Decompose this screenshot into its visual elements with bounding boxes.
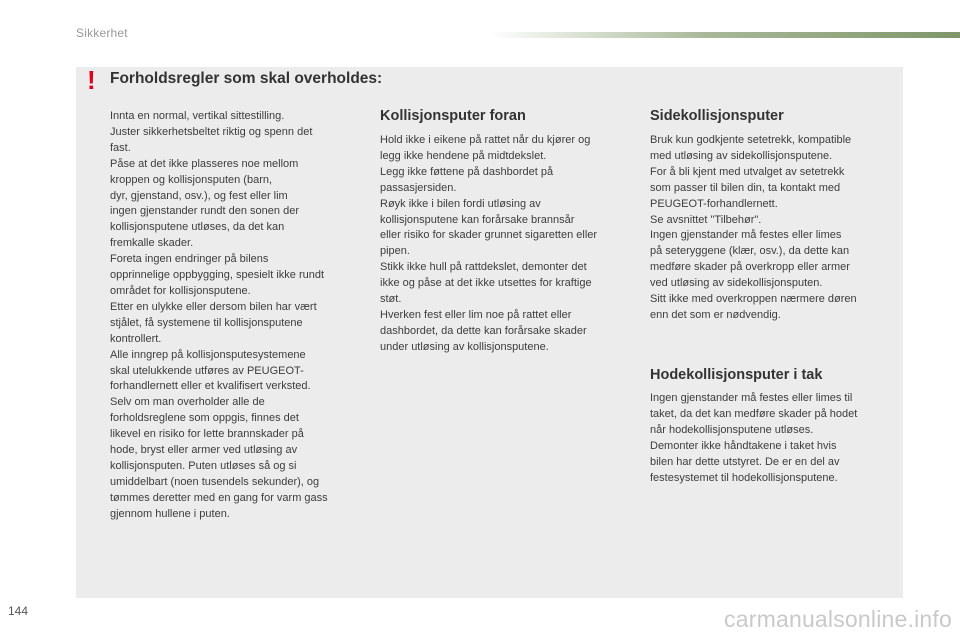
side-airbags-heading: Sidekollisjonsputer	[650, 108, 784, 124]
section-label: Sikkerhet	[76, 26, 128, 40]
panel-title: Forholdsregler som skal overholdes:	[110, 70, 383, 87]
watermark: carmanualsonline.info	[724, 606, 952, 632]
intro-text: Innta en normal, vertikal sittestilling. Juster sikkerhetsbeltet riktig og spenn det fast. Påse at det ikke plasseres noe mellom kroppen og kollisjonsputen (barn, dyr, gjenstand, osv.), og fest eller lim ingen gjenstander rundt den sonen der kollisjonsputene utløses, da det kan fremkalle skader. Foreta ingen endringer på bilens opprinnelige oppbygging, spesielt ikke rundt området for kollisjonsputene. Etter en ulykke eller dersom bilen har vært stjålet, få systemene til kollisjonsputene kontrollert. Alle inngrep på kollisjonsputesystemene skal utelukkende utføres av PEUGEOT- forhandlernett eller et kvalifisert verksted. Selv om man overholder alle de forholdsreglene som oppgis, finnes det likevel en risiko for lette brannskader på hode, bryst eller armer ved utløsing av kollisjonsputen. Puten utløses så og si umiddelbart (noen tusendels sekunder), og tømmes deretter med en gang for varm gass gjennom hullene i puten.	[110, 110, 328, 520]
header-accent-bar	[490, 32, 960, 38]
exclamation-icon: !	[87, 65, 96, 95]
side-airbags-text: Bruk kun godkjente setetrekk, kompatible med utløsing av sidekollisjonsputene. For å bli kjent med utvalget av setetrekk som passer til bilen din, ta kontakt med PEUGEOT-forhandlernett. Se avsnittet "Tilbehør". Ingen gjenstander må festes eller limes på seteryggene (klær, osv.), da dette kan medføre skader på overkropp eller armer ved utløsing av sidekollisjonsputen. Sitt ikke med overkroppen nærmere døren enn det som er nødvendig.	[650, 134, 857, 321]
front-airbags-heading: Kollisjonsputer foran	[380, 108, 526, 124]
front-airbags-text: Hold ikke i eikene på rattet når du kjører og legg ikke hendene på midtdekslet. Legg ikke føttene på dashbordet på passasjersiden. Røyk ikke i bilen fordi utløsing av kollisjonsputene kan forårsake brannsår eller risiko for skader grunnet sigaretten eller pipen. Stikk ikke hull på rattdekslet, demonter det ikke og påse at det ikke utsettes for kraftige støt. Hverken fest eller lim noe på rattet eller dashbordet, da dette kan forårsake skader under utløsing av kollisjonsputene.	[380, 134, 598, 353]
curtain-airbags-text: Ingen gjenstander må festes eller limes til taket, da det kan medføre skader på hodet når hodekollisjonsputene utløses. Demonter ikke håndtakene i taket hvis bilen har dette utstyret. De er en del av festesystemet til hodekollisjonsputene.	[650, 392, 858, 484]
curtain-airbags-heading: Hodekollisjonsputer i tak	[650, 367, 823, 383]
page-number: 144	[8, 604, 29, 618]
